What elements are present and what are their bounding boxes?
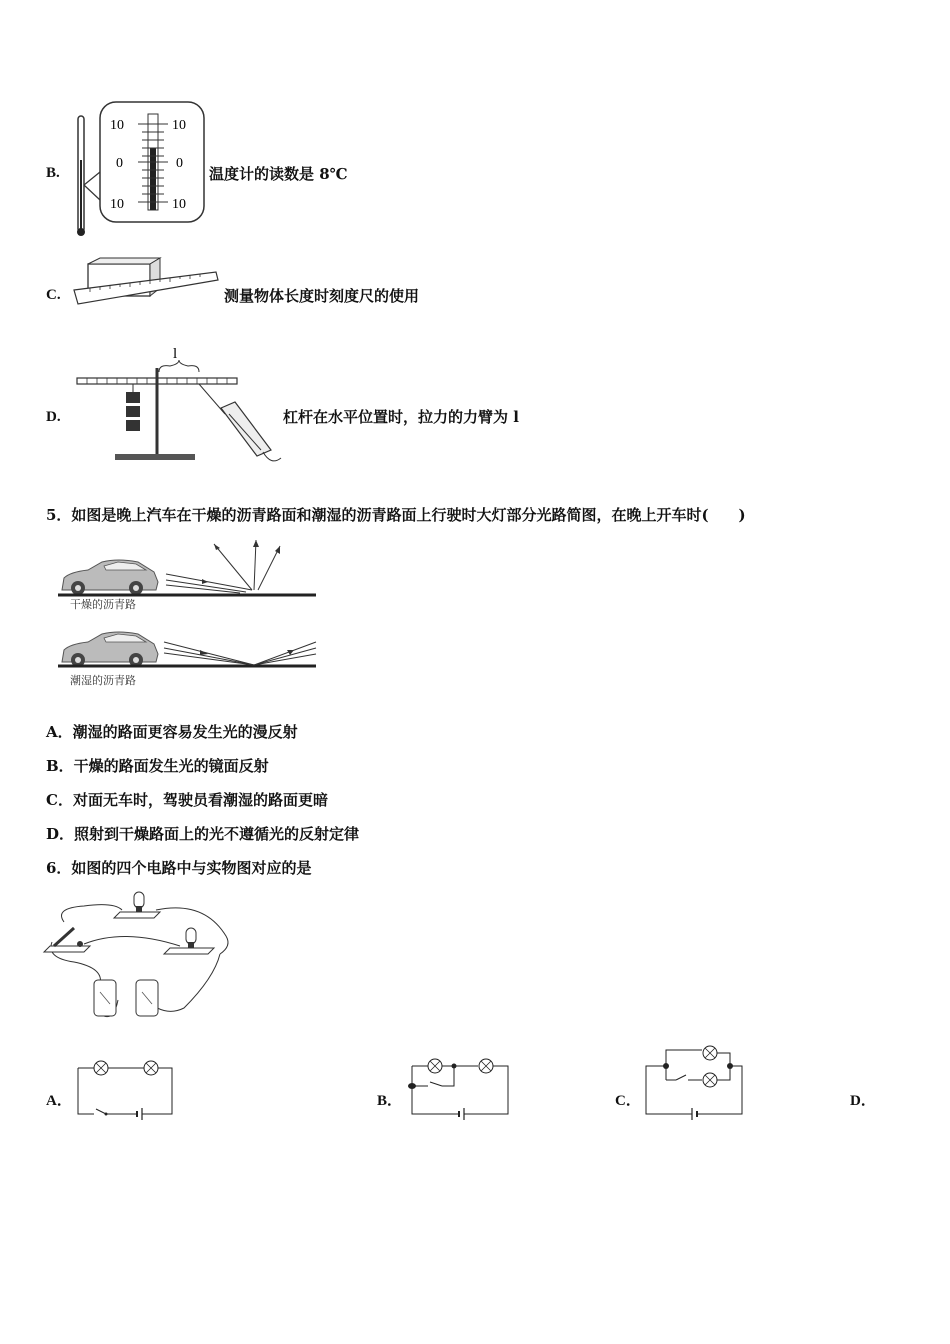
dry-road-figure <box>58 538 320 611</box>
option-b-letter: B. <box>46 165 60 181</box>
circuit-c-diagram <box>644 1046 746 1118</box>
physical-circuit-figure <box>44 888 244 1024</box>
circuit-b-diagram <box>408 1056 512 1118</box>
wet-road-label: 潮湿的沥青路 <box>70 674 136 687</box>
dry-road-label: 干燥的沥青路 <box>70 598 136 611</box>
q5-option-a: A．潮湿的路面更容易发生光的漫反射 <box>46 723 298 741</box>
q6-choice-b-label: B． <box>377 1093 403 1109</box>
thermo-tick-top-right: 10 <box>172 118 186 133</box>
option-d-letter: D. <box>46 409 61 425</box>
q5-option-c: C．对面无车时，驾驶员看潮湿的路面更暗 <box>46 791 328 809</box>
q5-option-b: B．干燥的路面发生光的镜面反射 <box>46 757 269 775</box>
q6-choice-a-label: A． <box>46 1093 72 1109</box>
option-c-text: 测量物体长度时刻度尺的使用 <box>224 287 420 305</box>
thermo-tick-bot-right: 10 <box>172 197 186 212</box>
option-c-letter: C. <box>46 287 61 303</box>
lever-arm-label: l <box>173 346 178 362</box>
thermometer-figure <box>70 100 210 240</box>
thermo-tick-mid-left: 0 <box>116 156 123 171</box>
q6-choice-d-label: D． <box>850 1093 876 1109</box>
ruler-figure <box>70 258 220 310</box>
option-d-text: 杠杆在水平位置时，拉力的力臂为 l <box>283 408 519 426</box>
lever-figure <box>75 342 285 466</box>
q5-stem: 5．如图是晚上汽车在干燥的沥青路面和潮湿的沥青路面上行驶时大灯部分光路简图，在晚上开车时( ) <box>46 506 746 524</box>
thermo-tick-mid-right: 0 <box>176 156 183 171</box>
q6-choice-c-label: C． <box>615 1093 641 1109</box>
thermo-tick-top-left: 10 <box>110 118 124 133</box>
q5-option-d: D．照射到干燥路面上的光不遵循光的反射定律 <box>46 825 360 843</box>
thermo-tick-bot-left: 10 <box>110 197 124 212</box>
option-b-text: 温度计的读数是 8℃ <box>209 165 348 183</box>
q6-stem: 6．如图的四个电路中与实物图对应的是 <box>46 859 312 877</box>
wet-road-figure <box>58 628 320 690</box>
circuit-a-diagram <box>76 1056 176 1118</box>
